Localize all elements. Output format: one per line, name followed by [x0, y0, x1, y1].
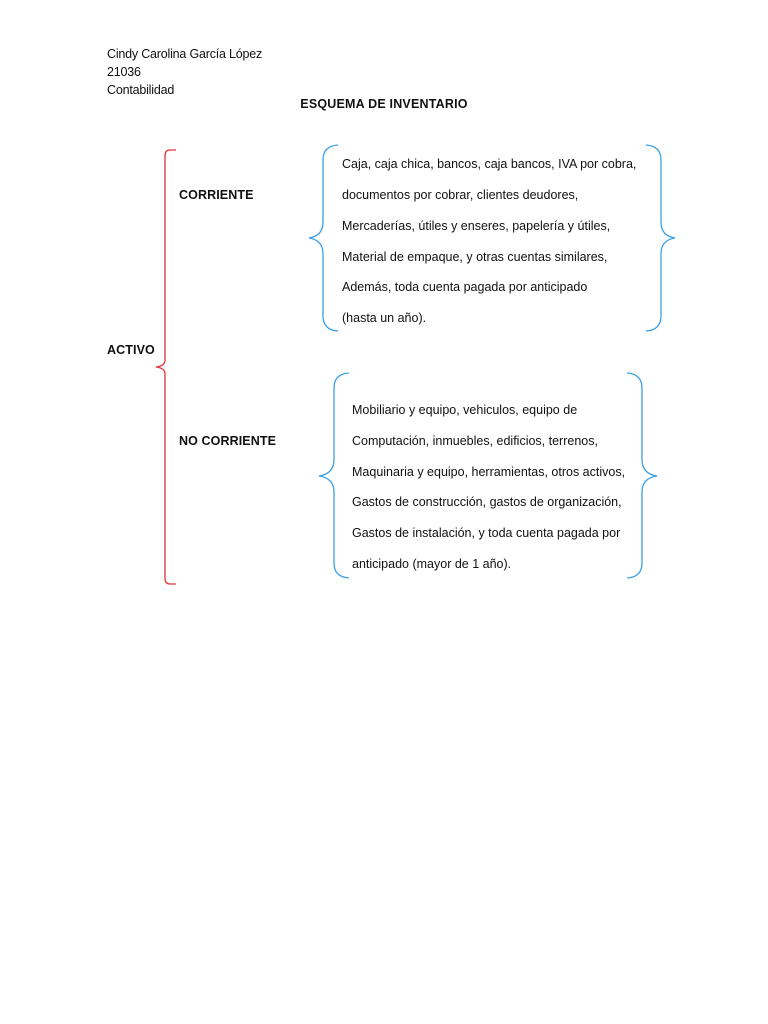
- corriente-line: Además, toda cuenta pagada por anticipado: [342, 280, 588, 294]
- root-bracket: [156, 150, 176, 584]
- branch-label-no-corriente: NO CORRIENTE: [179, 434, 277, 448]
- no-corriente-line: Gastos de instalación, y toda cuenta pagada por: [352, 526, 621, 540]
- corriente-line: Material de empaque, y otras cuentas similares,: [342, 250, 608, 264]
- corriente-line: Caja, caja chica, bancos, caja bancos, IVA por cobra,: [342, 157, 637, 171]
- no-corriente-line: Maquinaria y equipo, herramientas, otros activos,: [352, 465, 626, 479]
- no-corriente-line: Mobiliario y equipo, vehiculos, equipo de: [352, 403, 578, 417]
- corriente-left-brace: [309, 145, 338, 331]
- no-corriente-right-brace: [627, 373, 657, 578]
- student-code: 21036: [107, 65, 141, 79]
- corriente-line: documentos por cobrar, clientes deudores,: [342, 188, 579, 202]
- author-name: Cindy Carolina García López: [107, 47, 263, 61]
- root-label: ACTIVO: [107, 343, 155, 357]
- corriente-line: (hasta un año).: [342, 311, 427, 325]
- corriente-line: Mercaderías, útiles y enseres, papelería y útiles,: [342, 219, 611, 233]
- subject-name: Contabilidad: [107, 83, 175, 97]
- no-corriente-left-brace: [319, 373, 349, 578]
- no-corriente-line: Computación, inmuebles, edificios, terrenos,: [352, 434, 598, 448]
- page-title: ESQUEMA DE INVENTARIO: [300, 97, 468, 111]
- corriente-right-brace: [646, 145, 675, 331]
- no-corriente-line: anticipado (mayor de 1 año).: [352, 557, 512, 571]
- no-corriente-line: Gastos de construcción, gastos de organización,: [352, 495, 622, 509]
- branch-label-corriente: CORRIENTE: [179, 188, 254, 202]
